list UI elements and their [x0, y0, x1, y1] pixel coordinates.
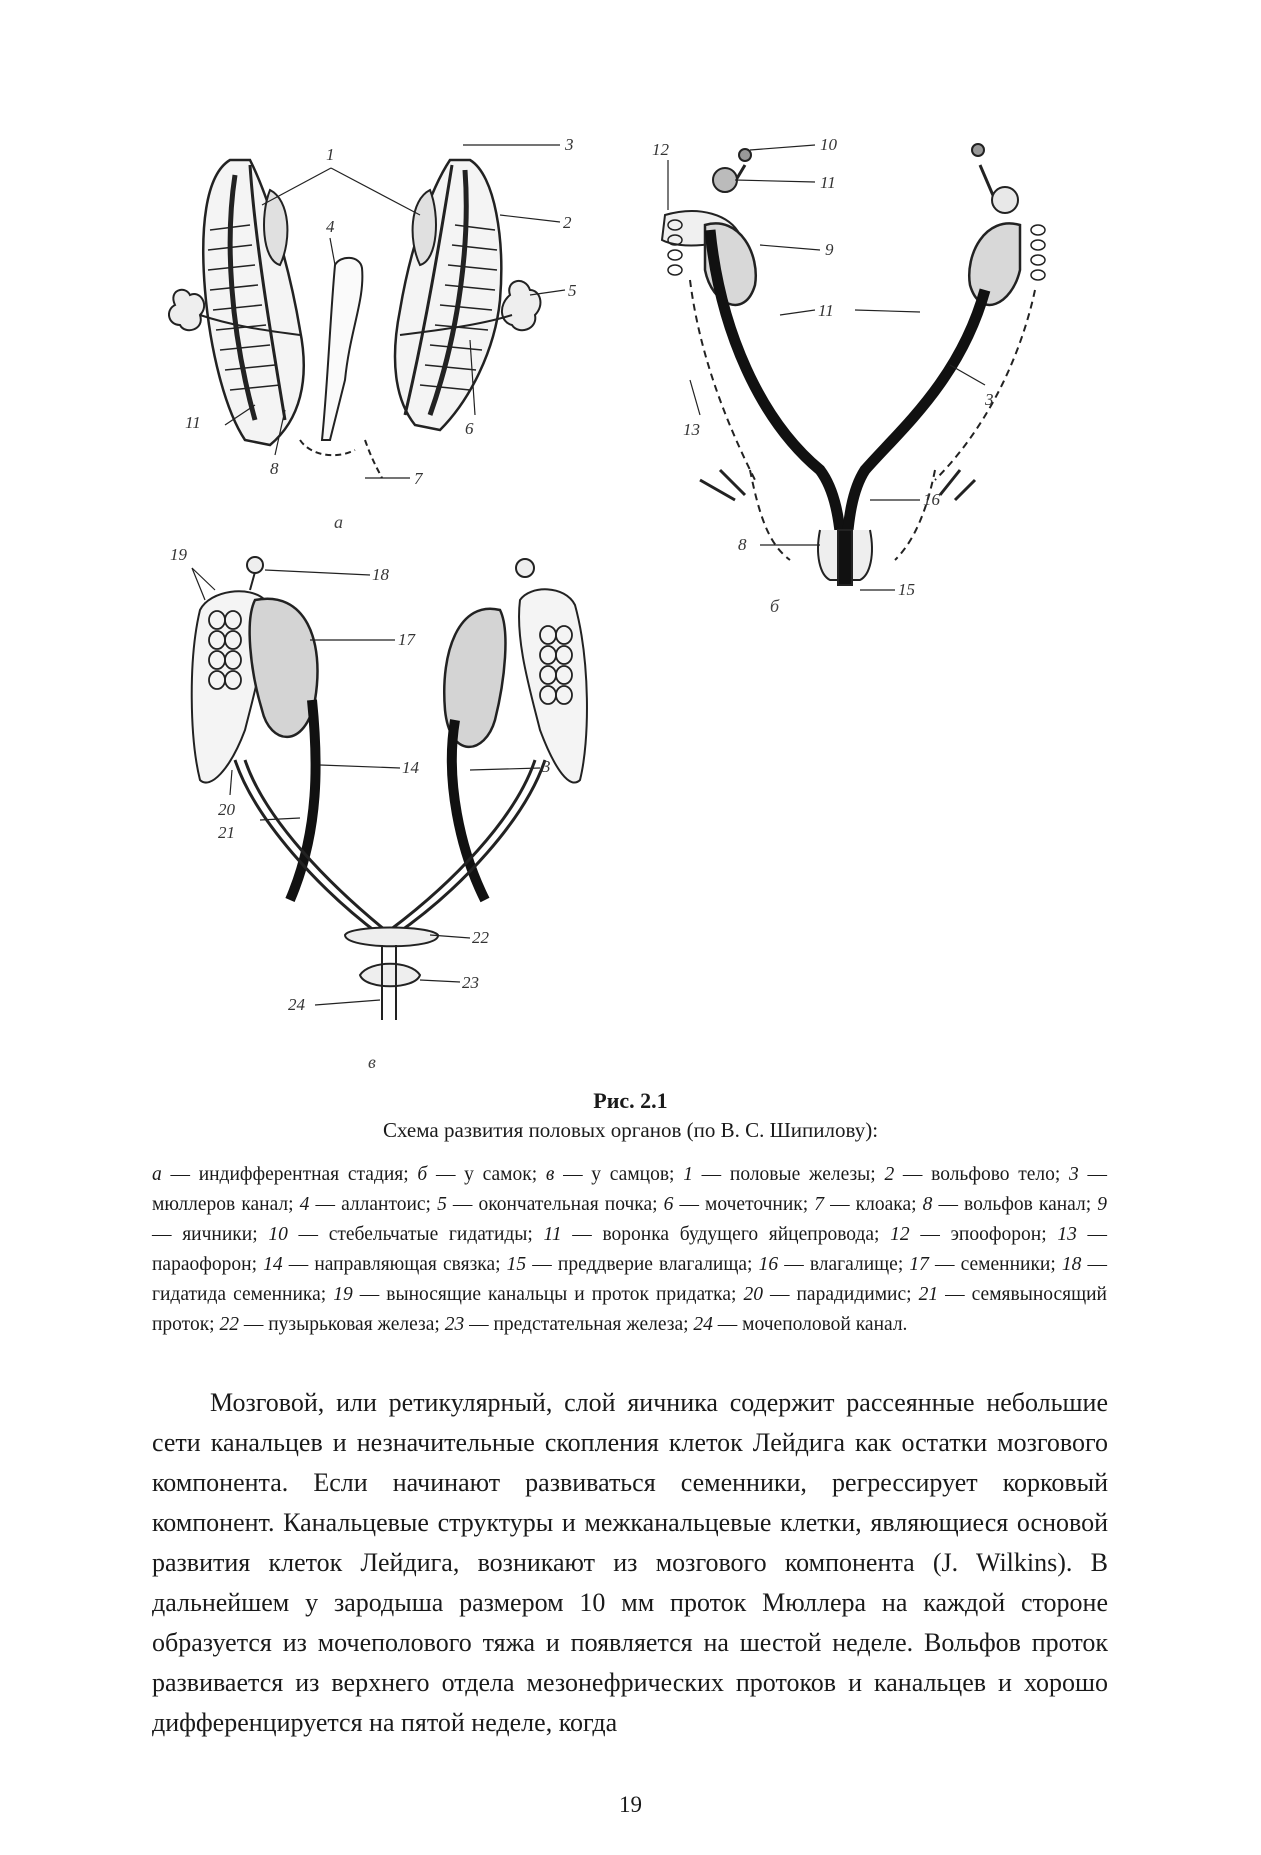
legend-text: — семенники;: [928, 1254, 1062, 1275]
label-b-9: 9: [825, 240, 834, 259]
legend-key: 3: [1069, 1164, 1079, 1185]
legend-text: — воронка будущего яйцепровода;: [561, 1224, 891, 1245]
legend-key: в: [545, 1164, 555, 1185]
legend-key: 22: [219, 1314, 239, 1335]
legend-text: — у самок;: [427, 1164, 546, 1185]
panel-b-drawing: [662, 144, 1045, 590]
legend-text: — гидатида семенника;: [152, 1254, 1108, 1305]
legend-key: 24: [693, 1314, 713, 1335]
legend-key: 8: [922, 1194, 933, 1215]
legend-text: — окончательная почка;: [446, 1194, 664, 1215]
legend-key: 1: [683, 1164, 693, 1185]
legend-text: — парадидимис;: [762, 1284, 919, 1305]
legend-text: — предстательная железа;: [464, 1314, 694, 1335]
legend-text: — влагалище;: [778, 1254, 910, 1275]
legend-text: — аллантоис;: [309, 1194, 438, 1215]
label-c-24: 24: [288, 995, 305, 1014]
label-b-15: 15: [898, 580, 915, 599]
legend-text: — выносящие канальцы и проток придатка;: [352, 1284, 744, 1305]
label-c-17: 17: [398, 630, 415, 649]
legend-key: 13: [1057, 1224, 1077, 1245]
legend-text: — семявыносящий проток;: [152, 1284, 1107, 1335]
legend-key: 23: [444, 1314, 465, 1335]
label-a-4: 4: [326, 217, 335, 236]
label-a-8: 8: [270, 459, 279, 478]
label-a-6: 6: [465, 419, 474, 438]
panel-label-c: в: [368, 1052, 376, 1072]
legend-text: — вольфово тело;: [894, 1164, 1070, 1185]
legend-key: 5: [437, 1194, 447, 1215]
label-b-11: 11: [818, 301, 834, 320]
label-b-10: 10: [820, 135, 837, 154]
legend-key: 7: [814, 1194, 824, 1215]
legend-key: а: [152, 1164, 162, 1185]
figure-title: Рис. 2.1: [593, 1088, 668, 1113]
legend-key: 21: [918, 1284, 939, 1305]
legend-key: 9: [1097, 1194, 1107, 1215]
legend-key: 11: [543, 1224, 562, 1245]
label-c-23: 23: [462, 973, 479, 992]
label-c-21: 21: [218, 823, 235, 842]
legend-key: 15: [506, 1254, 527, 1275]
legend-text: — у самцов;: [554, 1164, 684, 1185]
legend-text: — клоака;: [824, 1194, 923, 1215]
legend-key: 10: [268, 1224, 288, 1245]
legend-key: 16: [758, 1254, 779, 1275]
body-paragraph: Мозговой, или ретикулярный, слой яичника содержит рассеянные небольшие сети канальцев и незначительные скопления клеток Лейдига как остатки мозгового компонента. Если начинают развиваться семенники, регрессирует корковый компонент. Канальцевые структуры и межканальцевые клетки, являющиеся основой развития клеток Лейдига, возникают из мозгового компонента (J. Wilkins). В дальнейшем у зародыша размером 10 мм проток Мюллера на каждой стороне образуется из мочеполового тяжа и появляется на шестой неделе. Вольфов проток развивается из верхнего отдела мезонефрических протоков и канальцев и хорошо дифференцируется на пятой неделе, когда: [152, 1388, 1108, 1737]
legend-text: — мочеполовой канал.: [712, 1314, 908, 1335]
legend-text: — преддверие влагалища;: [526, 1254, 759, 1275]
legend-text: — мочеточник;: [673, 1194, 815, 1215]
legend-key: 14: [263, 1254, 283, 1275]
label-b-16: 16: [923, 490, 940, 509]
figure-legend: [152, 1160, 1107, 1340]
legend-text: — вольфов канал;: [932, 1194, 1098, 1215]
label-c-18: 18: [372, 565, 389, 584]
legend-text: — индифферентная стадия;: [161, 1164, 418, 1185]
panel-label-a: а: [334, 512, 343, 532]
legend-key: 17: [909, 1254, 929, 1275]
legend-text: — пузырьковая железа;: [238, 1314, 445, 1335]
label-c-22: 22: [472, 928, 489, 947]
legend-text: — направляющая связка;: [282, 1254, 507, 1275]
label-b-8: 8: [738, 535, 747, 554]
legend-text: — эпоофорон;: [909, 1224, 1058, 1245]
label-b-12: 12: [652, 140, 669, 159]
label-c-14: 14: [402, 758, 419, 777]
legend-key: 18: [1061, 1254, 1082, 1275]
label-b-3: 3: [985, 390, 994, 409]
label-a-1: 1: [326, 145, 335, 164]
legend-text: — стебельчатые гидатиды;: [287, 1224, 544, 1245]
legend-key: 12: [890, 1224, 910, 1245]
legend-key: 20: [743, 1284, 763, 1305]
label-a-11: 11: [185, 413, 201, 432]
label-b-11-top: 11: [820, 173, 836, 192]
label-a-3: 3: [565, 135, 574, 154]
legend-key: 2: [884, 1164, 895, 1185]
label-a-5: 5: [568, 281, 577, 300]
panel-label-b: б: [770, 596, 780, 616]
figure-subtitle: Схема развития половых органов (по В. С. Шипилову):: [382, 1118, 879, 1142]
label-a-7: 7: [414, 469, 423, 488]
legend-text: — яичники;: [152, 1224, 269, 1245]
label-c-19: 19: [170, 545, 187, 564]
label-a-2: 2: [563, 213, 572, 232]
legend-key: б: [417, 1164, 428, 1185]
legend-key: 6: [663, 1194, 674, 1215]
legend-text: — параофорон;: [152, 1224, 1108, 1275]
legend-text: — половые железы;: [692, 1164, 885, 1185]
page-number: 19: [619, 1792, 642, 1817]
panel-c-drawing: [192, 557, 587, 1020]
legend-key: 4: [299, 1194, 310, 1215]
legend-key: 19: [333, 1284, 353, 1305]
label-c-3: 3: [542, 757, 551, 776]
label-b-13: 13: [683, 420, 700, 439]
panel-a-drawing: [169, 145, 565, 478]
label-c-20: 20: [218, 800, 235, 819]
legend-text: — мюллеров канал;: [152, 1164, 1108, 1215]
